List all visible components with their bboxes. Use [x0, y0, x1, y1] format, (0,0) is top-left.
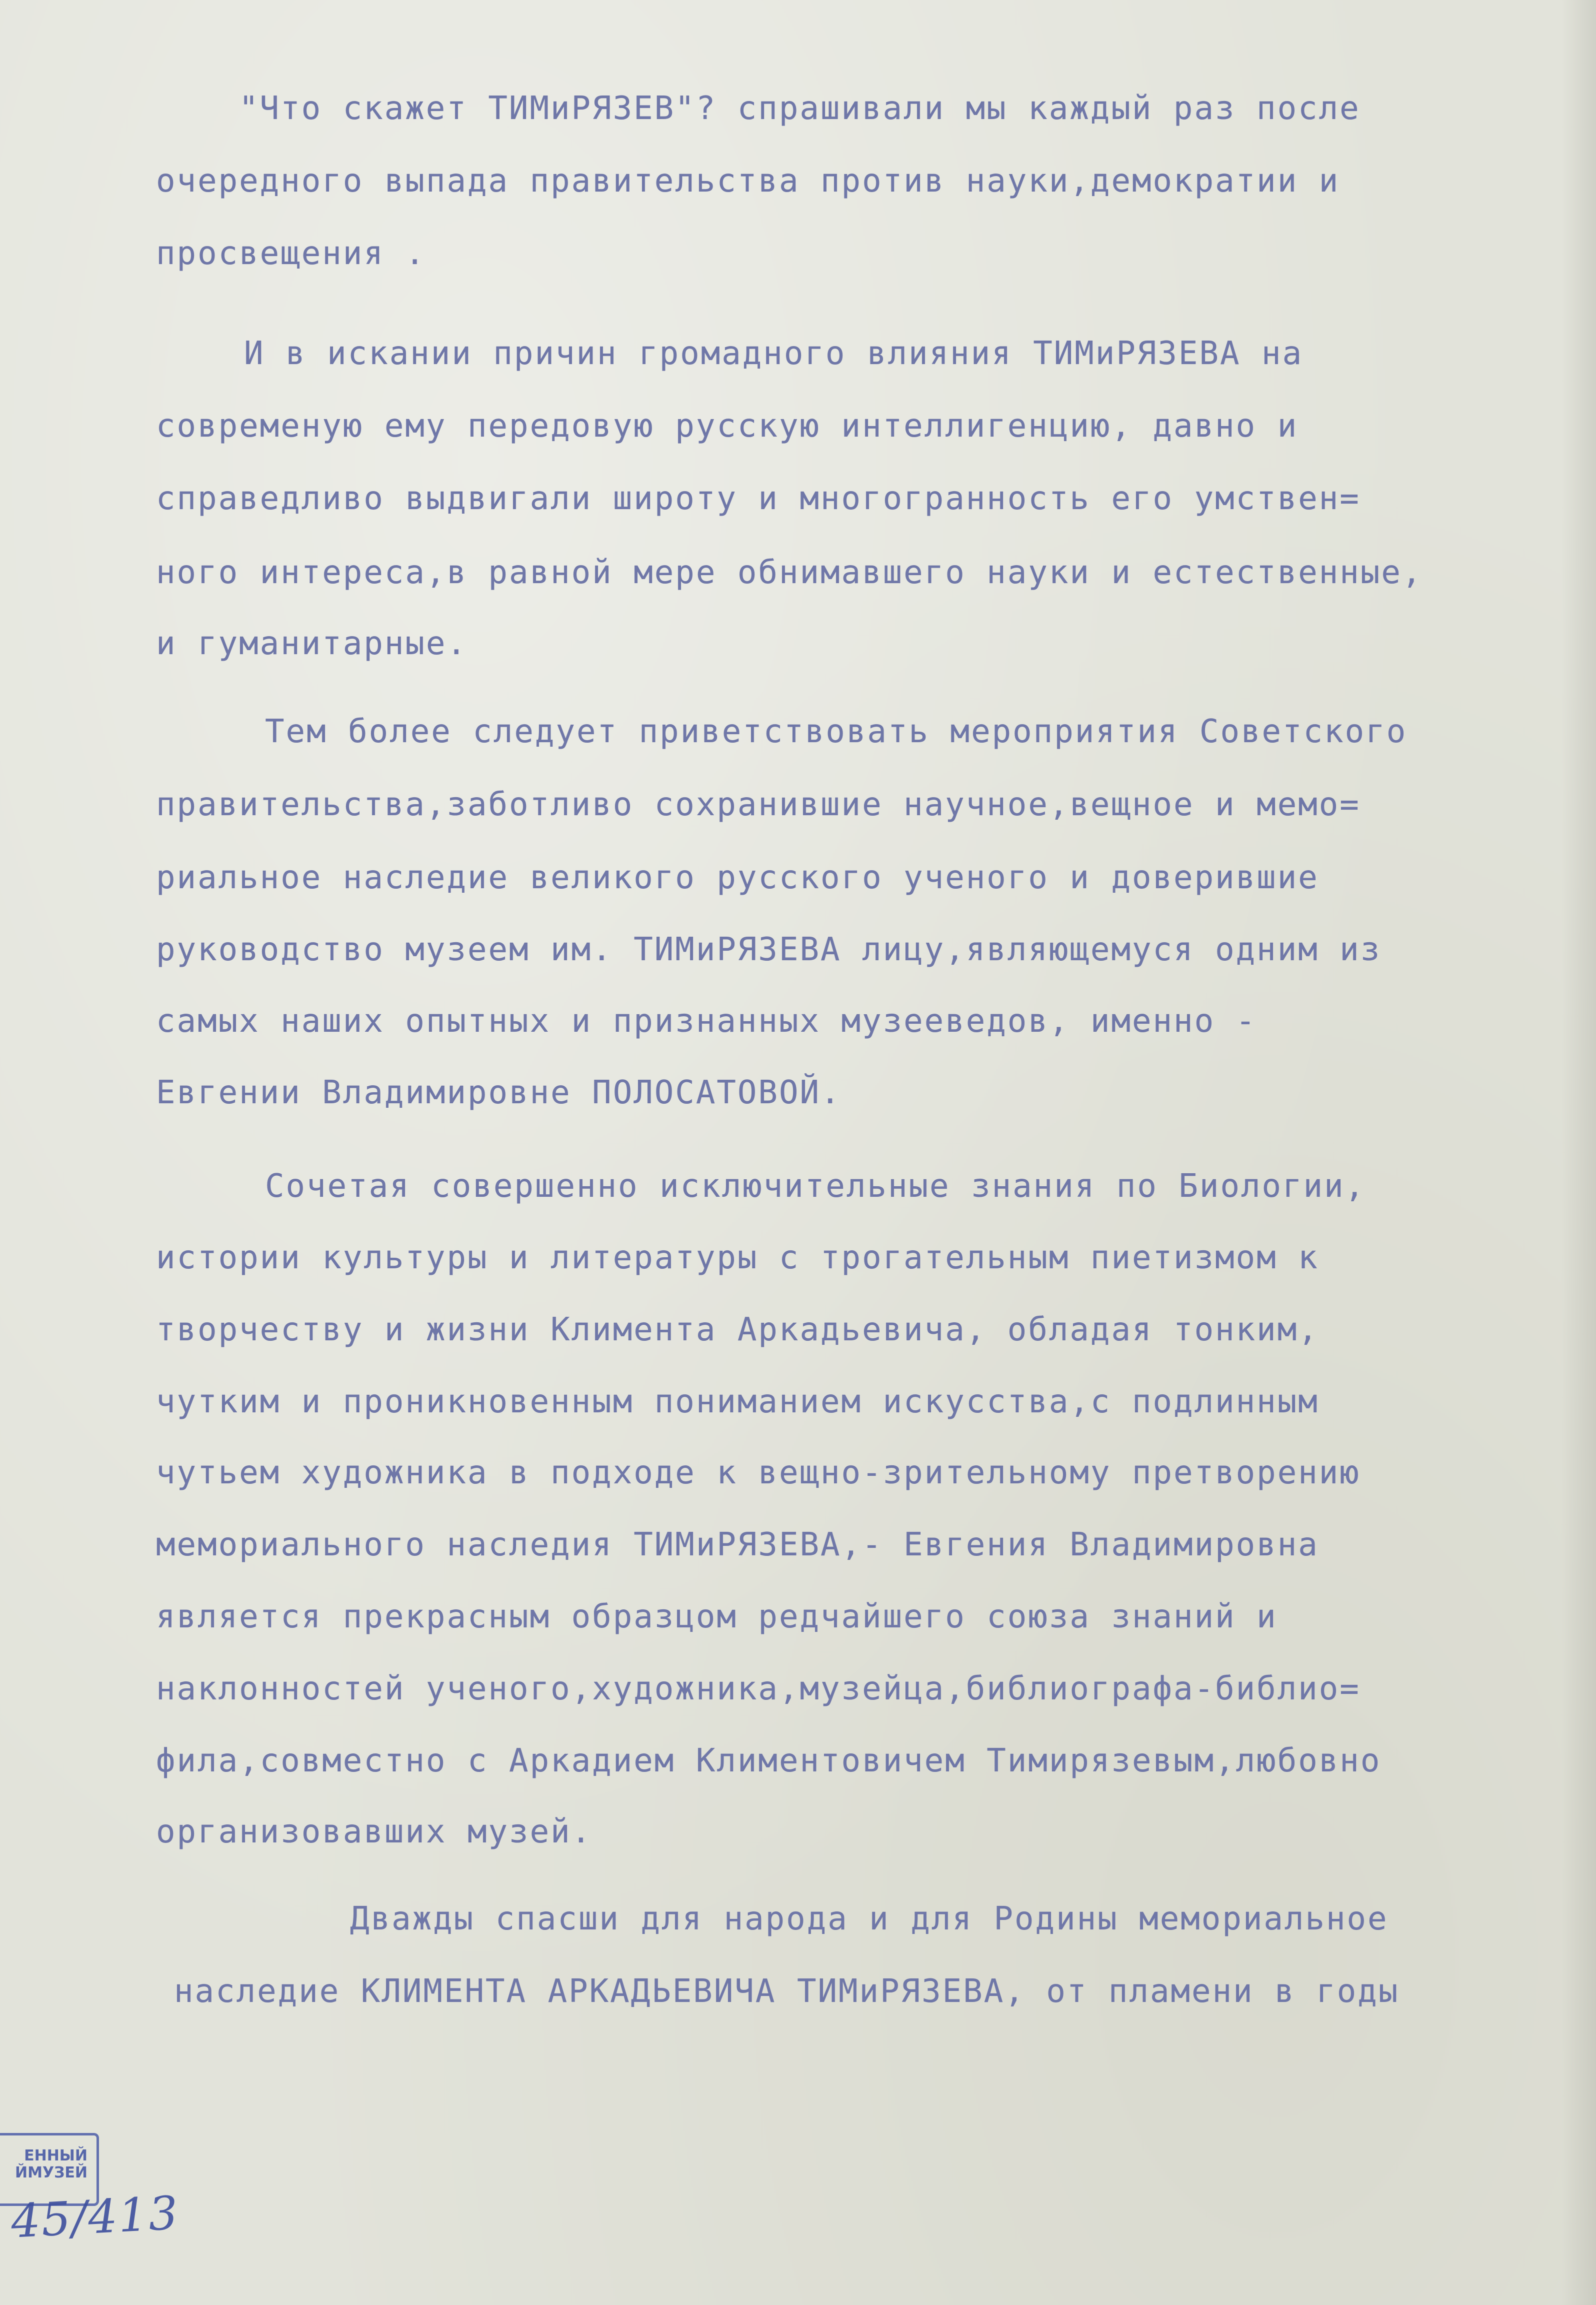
- text-line: Дважды спасши для народа и для Родины мемориальное: [350, 1900, 1388, 1937]
- stamp-line: ЙМУЗЕЙ: [14, 2164, 88, 2181]
- text-line: современую ему передовую русскую интеллигенцию, давно и: [156, 408, 1298, 445]
- inventory-number: 45/413: [10, 2186, 180, 2248]
- text-line: руководство музеем им. ТИМиРЯЗЕВА лицу,являющемуся одним из: [156, 931, 1382, 968]
- text-line: Сочетая совершенно исключительные знания по Биологии,: [265, 1168, 1366, 1205]
- text-line: самых наших опытных и признанных музееведов, именно -: [156, 1003, 1257, 1040]
- text-line: просвещения .: [156, 235, 426, 272]
- text-line: наклонностей ученого,художника,музейца,библиографа-библио=: [156, 1670, 1360, 1707]
- text-line: справедливо выдвигали широту и многогранность его умствен=: [156, 480, 1360, 517]
- stamp-line: ЕННЫЙ: [24, 2147, 88, 2164]
- text-line: Евгении Владимировне ПОЛОСАТОВОЙ.: [156, 1074, 842, 1111]
- text-line: Тем более следует приветствовать мероприятия Советского: [265, 713, 1408, 750]
- text-line: является прекрасным образцом редчайшего союза знаний и: [156, 1598, 1278, 1635]
- text-line: организовавших музей.: [156, 1813, 592, 1850]
- text-line: И в искании причин громадного влияния ТИМиРЯЗЕВА на: [244, 335, 1304, 372]
- text-line: чутким и проникновенным пониманием искусства,с подлинным: [156, 1383, 1319, 1420]
- text-line: очередного выпада правительства против науки,демократии и: [156, 163, 1340, 200]
- text-line: правительства,заботливо сохранившие научное,вещное и мемо=: [156, 786, 1360, 823]
- text-line: творчеству и жизни Климента Аркадьевича, обладая тонким,: [156, 1311, 1319, 1348]
- text-line: наследие КЛИМЕНТА АРКАДЬЕВИЧА ТИМиРЯЗЕВА, от пламени в годы: [174, 1973, 1400, 2010]
- text-line: ного интереса,в равной мере обнимавшего науки и естественные,: [156, 554, 1423, 591]
- text-line: истории культуры и литературы с трогательным пиетизмом к: [156, 1239, 1319, 1276]
- text-line: и гуманитарные.: [156, 625, 468, 662]
- text-line: чутьем художника в подходе к вещно-зрительному претворению: [156, 1454, 1360, 1491]
- text-line: мемориального наследия ТИМиРЯЗЕВА,- Евгения Владимировна: [156, 1526, 1319, 1563]
- text-line: фила,совместно с Аркадием Климентовичем Тимирязевым,любовно: [156, 1742, 1382, 1779]
- text-line: "Что скажет ТИМиРЯЗЕВ"? спрашивали мы каждый раз после: [239, 90, 1360, 127]
- text-line: риальное наследие великого русского ученого и доверившие: [156, 859, 1319, 896]
